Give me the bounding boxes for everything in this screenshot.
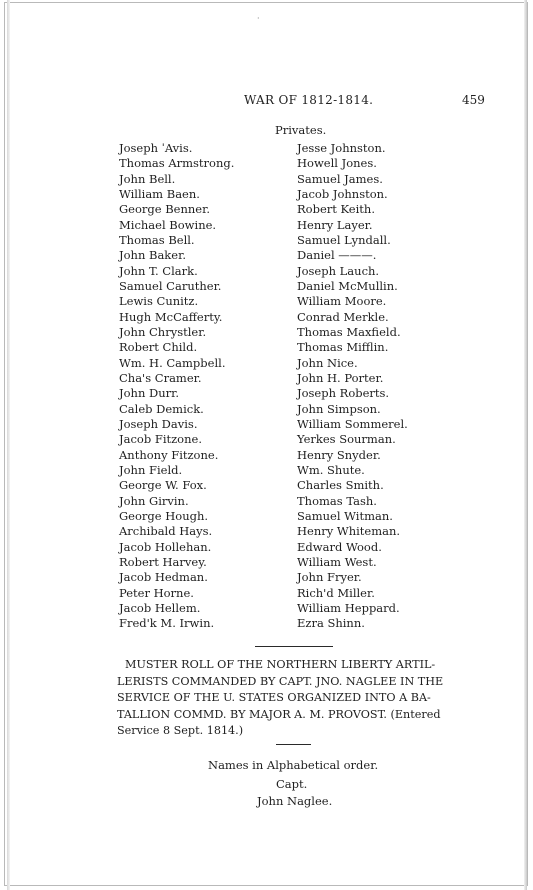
name-entry: Henry Layer. [297,217,373,232]
name-entry: Samuel Witman. [297,508,393,523]
muster-roll-line: SERVICE OF THE U. STATES ORGANIZED INTO A BA- [117,691,431,704]
running-header-title: WAR OF 1812-1814. [244,93,374,107]
name-entry: Thomas Tash. [297,493,377,508]
name-entry: Archibald Hays. [119,524,213,539]
page-edge-right [524,0,527,890]
name-entry: Michael Bowine. [119,217,217,232]
captain-name: John Naglee. [257,794,333,808]
name-entry: John Bell. [119,171,176,186]
name-entry: John H. Porter. [297,370,384,385]
name-entry: Jesse Johnston. [297,141,386,155]
name-entry: Jacob Johnston. [297,186,388,201]
name-entry: Conrad Merkle. [297,309,389,324]
name-entry: Daniel ———. [297,248,377,263]
names-column-right [297,141,408,632]
names-order-note: Names in Alphabetical order. [208,758,379,772]
privates-heading: Privates. [275,123,327,137]
page-number: 459 [462,93,485,107]
name-entry: John Chrystler. [119,324,207,339]
short-divider-rule [276,744,311,745]
name-entry: John T. Clark. [119,263,198,278]
name-entry: John Nice. [297,355,358,370]
name-entry: Jacob Hedman. [119,570,208,585]
name-entry: Cha's Cramer. [119,370,202,385]
name-entry: William Baen. [119,186,200,201]
name-entry: Thomas Maxfield. [297,324,401,339]
name-entry: Wm. H. Campbell. [119,355,226,370]
name-entry: Thomas Bell. [119,232,195,247]
name-entry: John Field. [119,462,183,477]
name-entry: Joseph Lauch. [297,263,380,278]
name-entry: John Baker. [119,248,186,263]
speck-mark: · [257,14,260,23]
name-entry: Samuel Lyndall. [297,232,391,247]
name-entry: Daniel McMullin. [297,278,398,293]
name-entry: William West. [297,554,377,569]
name-entry: William Heppard. [297,600,400,615]
name-entry: John Simpson. [297,401,381,416]
name-entry: John Girvin. [119,493,189,508]
section-divider-rule [255,646,333,647]
name-entry: Fred'k M. Irwin. [119,616,215,631]
name-entry: Caleb Demick. [119,401,204,416]
name-entry: John Durr. [119,386,180,401]
name-entry: Jacob Fitzone. [119,432,202,447]
name-entry: Robert Keith. [297,202,375,217]
name-entry: Joseph ˈAvis. [119,141,193,155]
name-entry: Thomas Mifflin. [297,340,389,355]
names-column-left [119,141,234,632]
name-entry: George Hough. [119,508,209,523]
name-entry: Anthony Fitzone. [119,447,219,462]
muster-roll-line: MUSTER ROLL OF THE NORTHERN LIBERTY ARTIL- [125,658,436,671]
muster-roll-paragraph [117,657,473,740]
name-entry: Samuel Caruther. [119,278,222,293]
muster-roll-line: LERISTS COMMANDED BY CAPT. JNO. NAGLEE IN THE [117,674,444,688]
name-entry: Robert Harvey. [119,554,207,569]
muster-roll-line: Service 8 Sept. 1814.) [117,724,244,737]
name-entry: Howell Jones. [297,156,377,171]
name-entry: Jacob Hellem. [119,600,201,615]
name-entry: Rich'd Miller. [297,585,375,600]
name-entry: Ezra Shinn. [297,616,365,631]
name-entry: Charles Smith. [297,478,384,493]
name-entry: Joseph Roberts. [297,386,390,401]
name-entry: Joseph Davis. [119,416,198,431]
name-entry: Peter Horne. [119,585,194,600]
page-frame [4,2,528,886]
name-entry: Robert Child. [119,340,198,355]
name-entry: Yerkes Sourman. [297,432,396,447]
muster-roll-line: TALLION COMMD. BY MAJOR A. M. PROVOST. (Entered [117,707,441,721]
name-entry: Lewis Cunitz. [119,294,199,309]
page-edge-left [7,0,10,890]
name-entry: Wm. Shute. [297,462,365,477]
name-entry: George Benner. [119,202,211,217]
name-entry: Thomas Armstrong. [119,156,235,171]
name-entry: William Sommerel. [297,416,408,431]
name-entry: George W. Fox. [119,478,207,493]
name-entry: John Fryer. [297,570,362,585]
name-entry: Henry Snyder. [297,447,381,462]
name-entry: William Moore. [297,294,387,309]
name-entry: Henry Whiteman. [297,524,401,539]
name-entry: Jacob Hollehan. [119,539,212,554]
captain-title: Capt. [276,777,308,791]
name-entry: Edward Wood. [297,539,382,554]
name-entry: Hugh McCafferty. [119,309,223,324]
name-entry: Samuel James. [297,171,383,186]
